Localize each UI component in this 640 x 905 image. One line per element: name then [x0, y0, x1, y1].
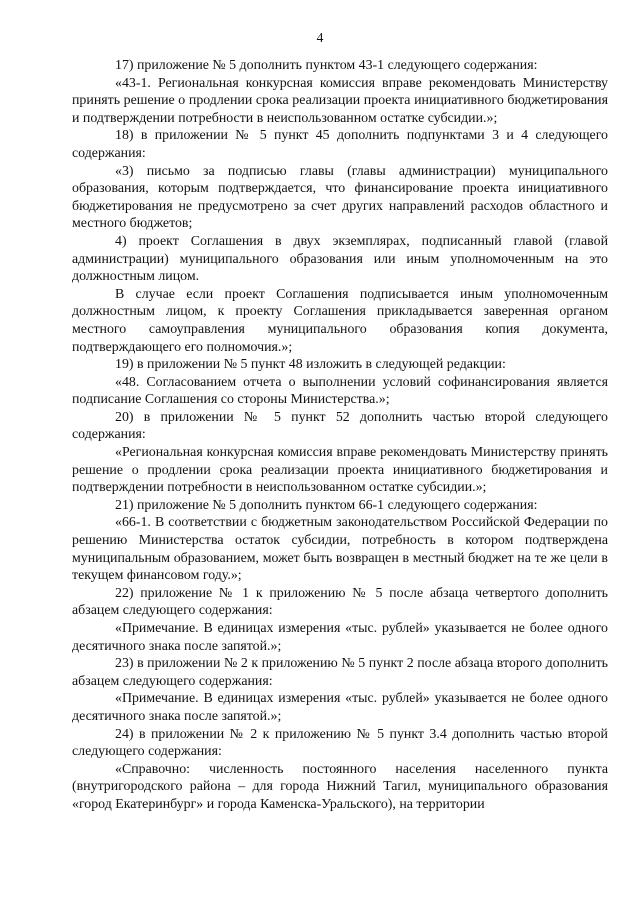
paragraph-52-text: «Региональная конкурсная комиссия вправе рекомендовать Министерству принять решение о продлении срока реализации проекта инициативного бюджетирования и подтверждении потребности в неиспользованном остатке субсидии.»; — [72, 445, 608, 496]
paragraph-item-22: 22) приложение № 1 к приложению № 5 после абзаца четвертого дополнить абзацем следующего содержания: — [72, 585, 608, 619]
paragraph-subitem-4: 4) проект Соглашения в двух экземплярах, подписанный главой (главой администрации) муниципального образования или иным уполномоченным на это должностным лицом. — [72, 233, 608, 285]
paragraph-item-17: 17) приложение № 5 дополнить пунктом 43-1 следующего содержания: — [115, 58, 538, 73]
paragraph-66-1-text: «66-1. В соответствии с бюджетным законодательством Российской Федерации по решению Министерства остаток субсидии, потребность в котором подтверждена муниципальным образованием, может быть возвращен в местный бюджет на те же цели в текущем финансовом году.»; — [72, 515, 608, 584]
paragraph-authorized-person: В случае если проект Соглашения подписывается иным уполномоченным должностным лицом, к проекту Соглашения прикладывается заверенная органом местного самоуправления муниципального образования копия документа, подтверждающего его полномочия.»; — [72, 286, 608, 355]
paragraph-item-24: 24) в приложении № 2 к приложению № 5 пункт 3.4 дополнить частью второй следующего содержания: — [72, 726, 608, 760]
paragraph-item-21: 21) приложение № 5 дополнить пунктом 66-1 следующего содержания: — [115, 497, 538, 513]
document-body — [72, 57, 608, 814]
paragraph-48-text: «48. Согласованием отчета о выполнении условий софинансирования является подписание Соглашения со стороны Министерства.»; — [72, 374, 608, 408]
paragraph-item-20: 20) в приложении № 5 пункт 52 дополнить частью второй следующего содержания: — [72, 409, 608, 443]
paragraph-subitem-3: «3) письмо за подписью главы (главы администрации) муниципального образования, которым подтверждается, что финансирование проекта инициативного бюджетирования не предусмотрено за счет других направлений расходов областного и местного бюджетов; — [72, 163, 608, 232]
paragraph-reference-text: «Справочно: численность постоянного населения населенного пункта (внутригородского района – для города Нижний Тагил, муниципального образования «город Екатеринбург» и города Каменска-Уральского), на территории — [72, 761, 608, 812]
page-number: 4 — [316, 30, 324, 45]
paragraph-note-1: «Примечание. В единицах измерения «тыс. рублей» указывается не более одного десятичного знака после запятой.»; — [72, 621, 608, 654]
paragraph-note-2: «Примечание. В единицах измерения «тыс. рублей» указывается не более одного десятичного знака после запятой.»; — [72, 691, 608, 724]
paragraph-item-18: 18) в приложении № 5 пункт 45 дополнить подпунктами 3 и 4 следующего содержания: — [72, 128, 608, 161]
paragraph-item-23: 23) в приложении № 2 к приложению № 5 пункт 2 после абзаца второго дополнить абзацем следующего содержания: — [72, 656, 608, 689]
paragraph-43-1-text: «43-1. Региональная конкурсная комиссия вправе рекомендовать Министерству принять решение о продлении срока реализации проекта инициативного бюджетирования и подтверждении потребности в неиспользованном остатке субсидии.»; — [72, 75, 608, 126]
paragraph-item-19: 19) в приложении № 5 пункт 48 изложить в следующей редакции: — [115, 357, 506, 373]
